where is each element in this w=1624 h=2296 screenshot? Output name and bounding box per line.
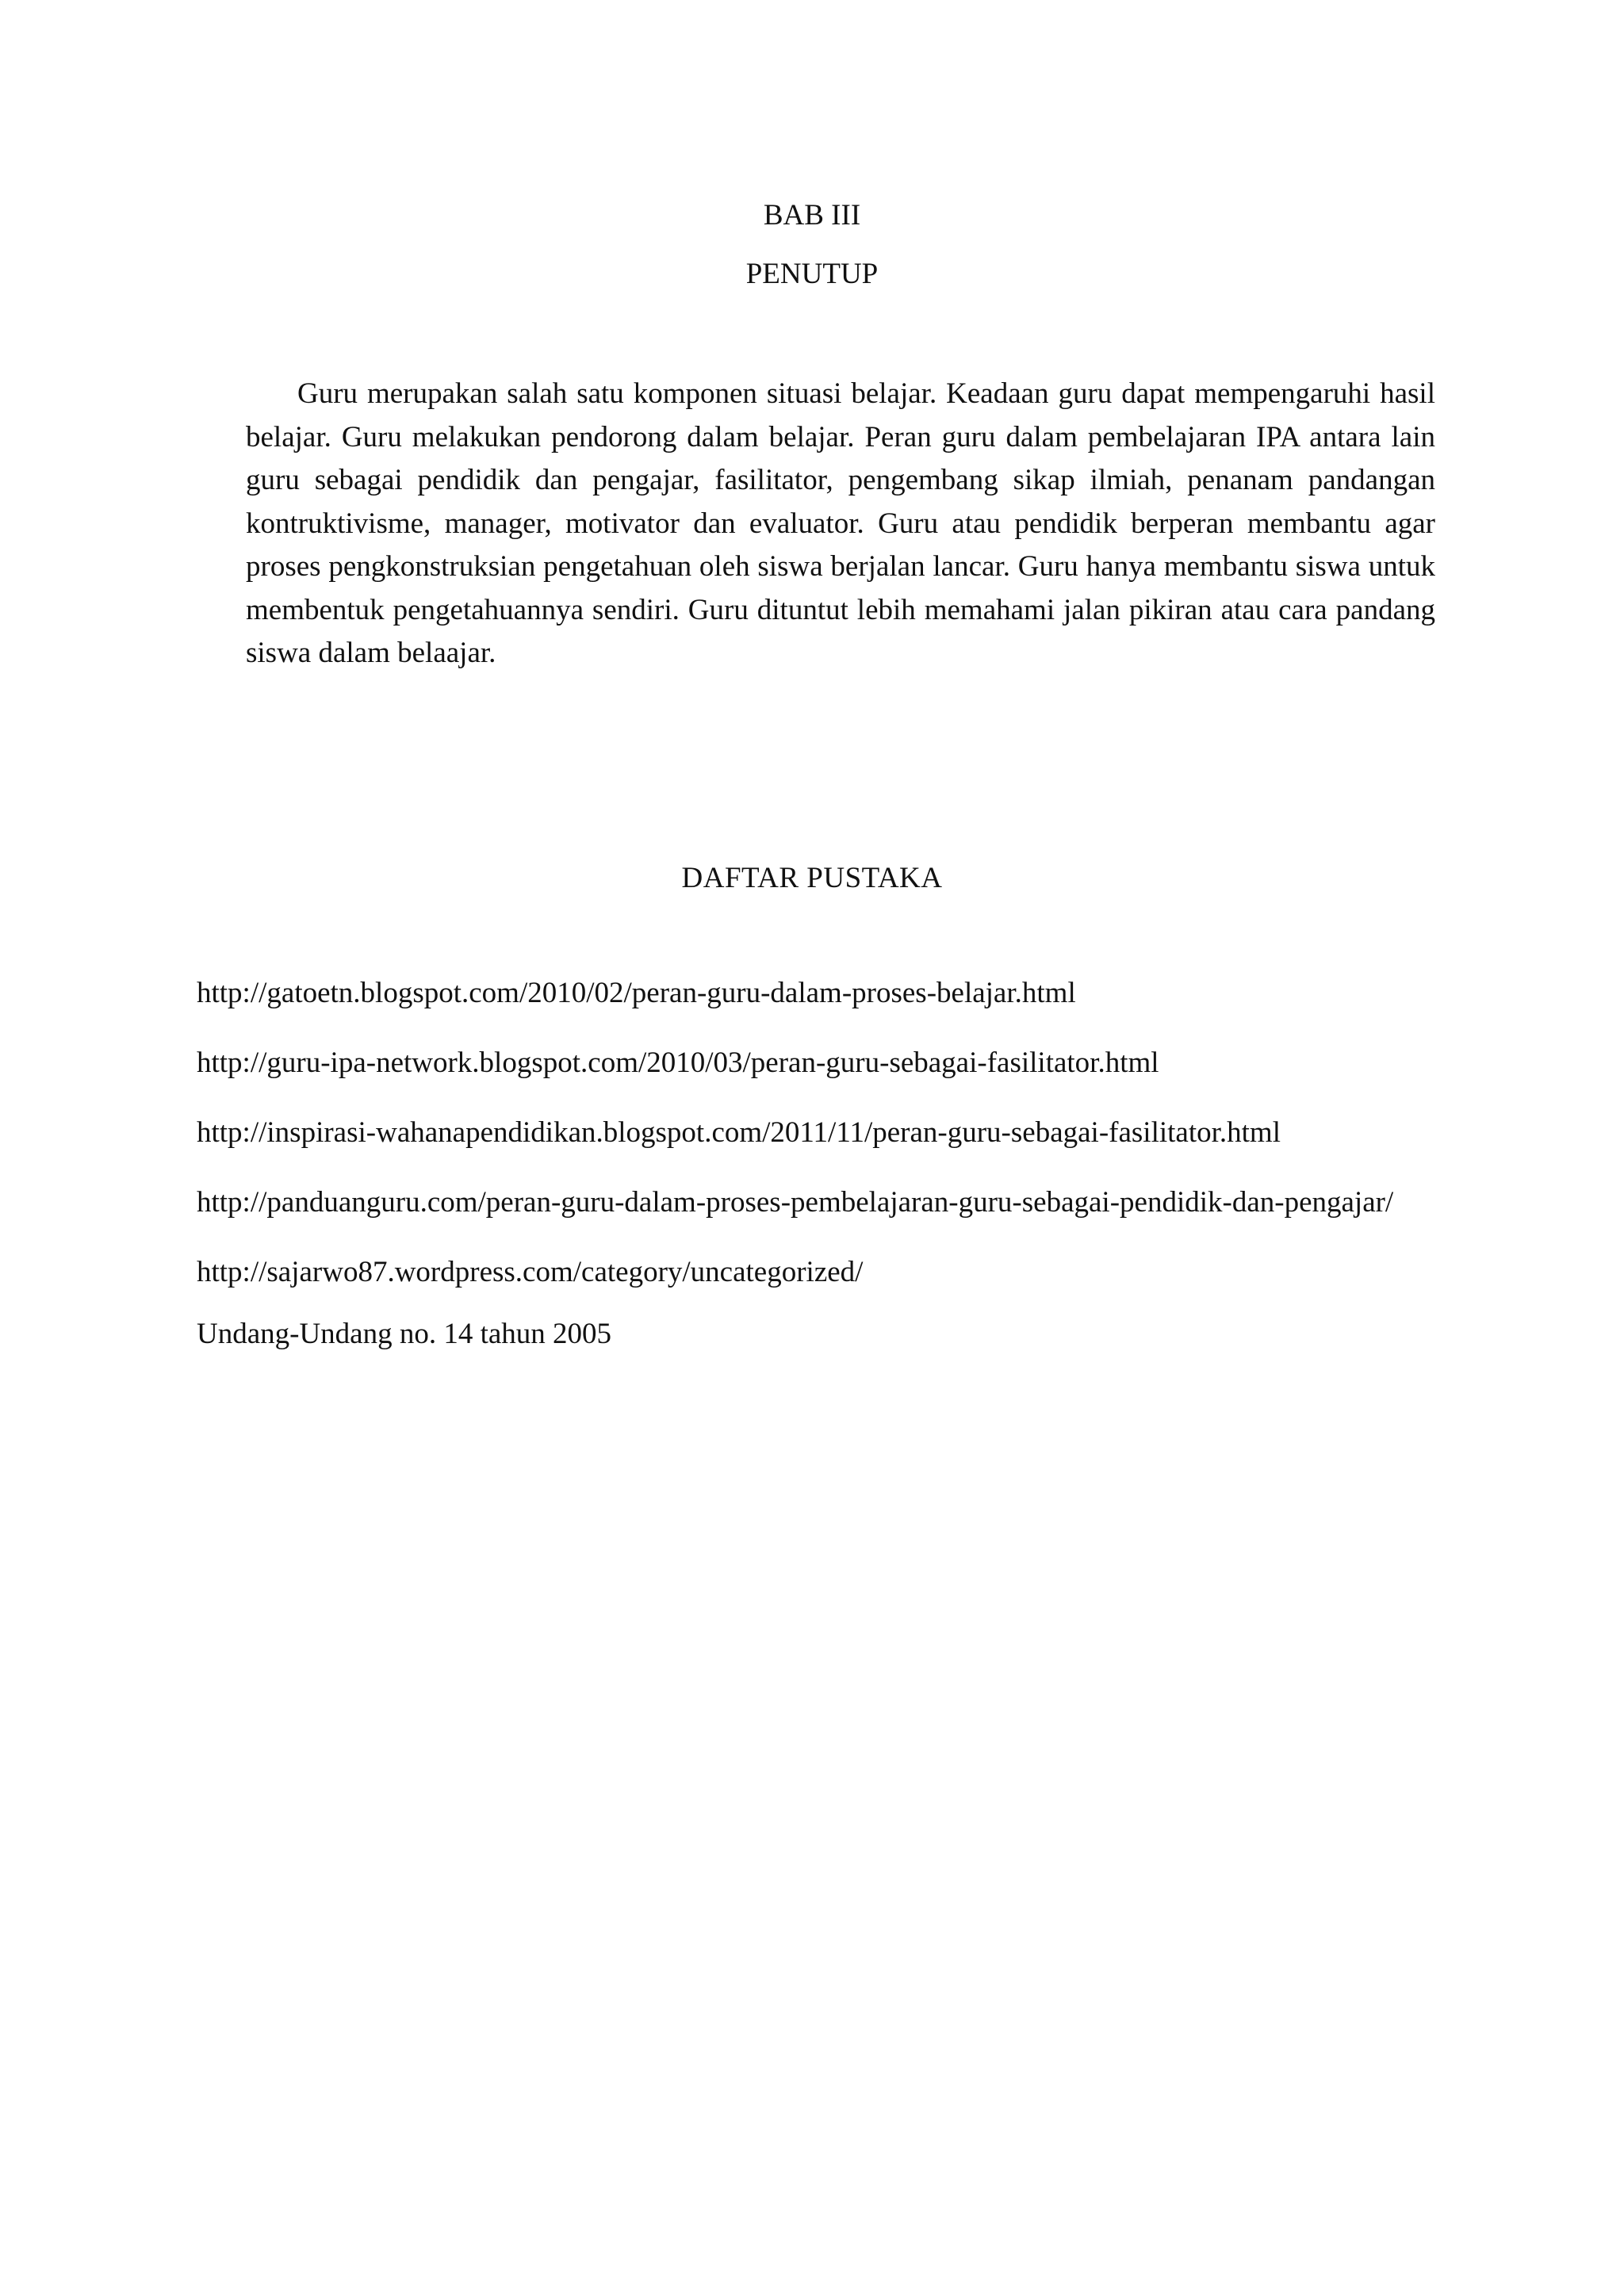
chapter-title: PENUTUP [745, 258, 879, 290]
bibliography-entry: http://sajarwo87.wordpress.com/category/uncategorized/ [197, 1256, 864, 1288]
bibliography-entry: http://panduanguru.com/peran-guru-dalam-proses-pembelajaran-guru-sebagai-pendidik-dan-pengajar/ [197, 1186, 1394, 1219]
bibliography-entry: http://gatoetn.blogspot.com/2010/02/peran-guru-dalam-proses-belajar.html [197, 977, 1076, 1009]
closing-paragraph: Guru merupakan salah satu komponen situasi belajar. Keadaan guru dapat mempengaruhi hasil belajar. Guru melakukan pendorong dalam belajar. Peran guru dalam pembelajaran IPA antara lain guru sebagai pendidik dan pengajar, fasilitator, pengembang sikap ilmiah, penanam pandangan kontruktivisme, manager, motivator dan evaluator. Guru atau pendidik berperan membantu agar proses pengkonstruksian pengetahuan oleh siswa berjalan lancar. Guru hanya membantu siswa untuk membentuk pengetahuannya sendiri. Guru dituntut lebih memahami jalan pikiran atau cara pandang siswa dalam belaajar. [246, 377, 1435, 669]
bibliography-list [197, 975, 1434, 1386]
bibliography-entry: http://inspirasi-wahanapendidikan.blogspot.com/2011/11/peran-guru-sebagai-fasilitator.html [197, 1116, 1281, 1149]
bibliography-entry: Undang-Undang no. 14 tahun 2005 [197, 1318, 612, 1350]
bibliography-entry: http://guru-ipa-network.blogspot.com/2010/03/peran-guru-sebagai-fasilitator.html [197, 1047, 1159, 1079]
chapter-label: BAB III [763, 199, 861, 232]
bibliography-heading: DAFTAR PUSTAKA [681, 862, 943, 894]
